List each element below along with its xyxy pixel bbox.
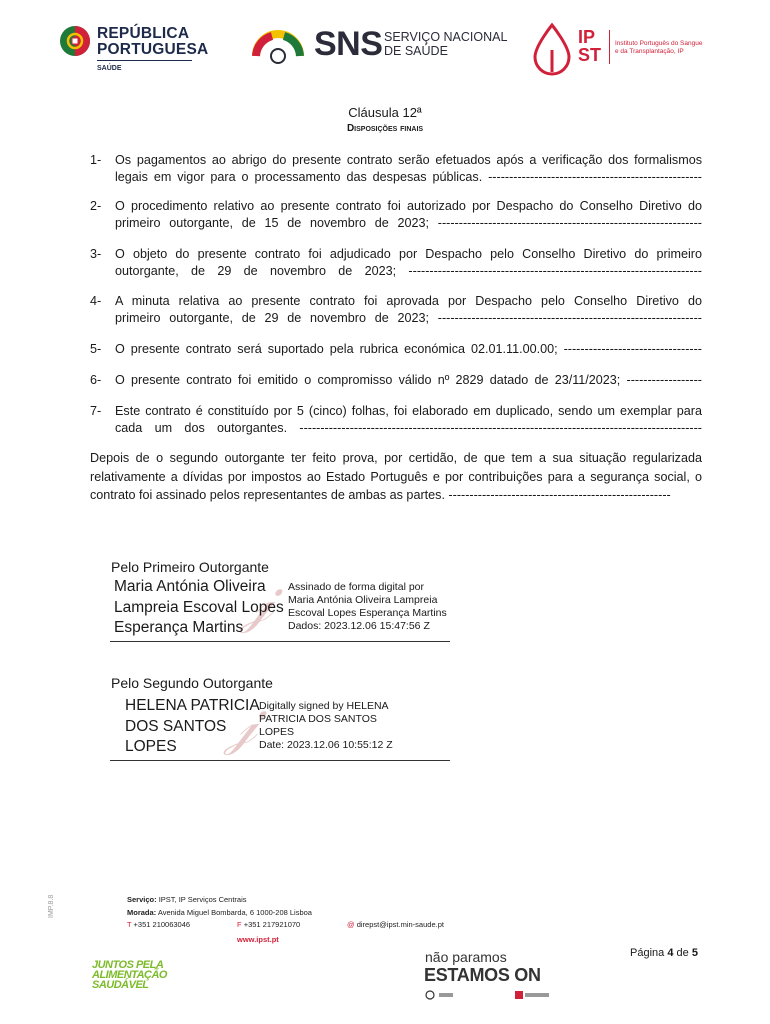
page-number: Página 4 de 5 bbox=[630, 947, 698, 959]
clause-number: 1- bbox=[90, 153, 102, 167]
sns-logo-icon bbox=[252, 26, 304, 70]
first-signature-line bbox=[110, 641, 450, 642]
second-signatory-name: HELENA PATRICIA DOS SANTOS LOPES bbox=[125, 697, 260, 755]
clause-number: 5- bbox=[90, 342, 102, 356]
clause-item-7 bbox=[90, 403, 702, 436]
footer-email[interactable]: @ direpst@ipst.min-saude.pt bbox=[347, 920, 444, 929]
footer-address: Morada: Avenida Miguel Bombarda, 6 1000-208 Lisboa bbox=[127, 908, 312, 917]
republica-portuguesa-emblem-icon bbox=[58, 24, 92, 58]
first-signature-details: Assinado de forma digital por Maria Antónia Oliveira Lampreia Escoval Lopes Esperança Martins Dados: 2023.12.06 15:47:56 Z bbox=[288, 581, 447, 632]
signature-watermark-icon: 𝒿 bbox=[226, 692, 257, 757]
signature-watermark-icon: 𝒿 bbox=[242, 570, 273, 635]
clause-item-1 bbox=[90, 152, 702, 185]
clause-item-5 bbox=[90, 341, 702, 358]
clause-line: A minuta relativa ao presente contrato foi aprovada por Despacho pelo Conselho Diretivo do bbox=[115, 294, 702, 308]
second-signature-line bbox=[110, 760, 450, 761]
footer-service: Serviço: IPST, IP Serviços Centrais bbox=[127, 895, 247, 904]
email-icon: @ bbox=[347, 920, 355, 929]
republica-divider bbox=[97, 60, 192, 61]
clause-number: 6- bbox=[90, 373, 102, 387]
second-signature-details: Digitally signed by HELENA PATRICIA DOS SANTOS LOPES Date: 2023.12.06 10:55:12 Z bbox=[259, 700, 393, 751]
ipst-full-name: Instituto Português do Sangue e da Transplantação, IP bbox=[615, 40, 703, 55]
ipst-divider bbox=[609, 30, 610, 64]
clause-line: O objeto do presente contrato foi adjudicado por Despacho pelo Conselho Diretivo do primeiro bbox=[115, 247, 702, 261]
sns-acronym: SNS bbox=[314, 25, 383, 63]
clause-line: primeiro outorgante, de 15 de novembro de 2023; --------------------------------------------------------------- bbox=[115, 215, 702, 230]
clause-line: primeiro outorgante, de 29 de novembro de 2023; --------------------------------------------------------------- bbox=[115, 310, 702, 325]
clause-number: 7- bbox=[90, 404, 102, 418]
clause-line: O presente contrato foi emitido o compromisso válido nº 2829 datado de 23/11/2023; ------------------ bbox=[115, 373, 702, 387]
clause-item-2 bbox=[90, 198, 702, 231]
first-signatory-name: Maria Antónia Oliveira Lampreia Escoval Lopes Esperança Martins bbox=[114, 578, 284, 636]
clause-line: legais em vigor para o processamento das despesas públicas. --------------------------------------------------- bbox=[115, 169, 702, 184]
clause-item-3 bbox=[90, 246, 702, 279]
saude-label: SAÚDE bbox=[97, 65, 122, 72]
nao-paramos-text: não paramos bbox=[425, 949, 507, 965]
juntos-alimentacao-logo: JUNTOS PELA ALIMENTAÇÃO SAUDÁVEL bbox=[92, 959, 167, 991]
estamos-on-logo: ESTAMOS ON bbox=[424, 965, 541, 985]
clause-line: O presente contrato será suportado pela rubrica económica 02.01.11.00.00; --------------------------------- bbox=[115, 342, 702, 356]
ipst-acronym: IP ST bbox=[578, 27, 602, 65]
footer-phone: T +351 210063046 bbox=[127, 920, 191, 929]
closing-paragraph: Depois de o segundo outorgante ter feito prova, por certidão, de que tem a sua situação regularizada relativamente a dívidas por impostos ao Estado Português e por contribuições para a segurança social, o contrato foi assinado pelos representantes de ambas as partes. ----------------------------------------------------- bbox=[90, 451, 702, 502]
clause-number: 3- bbox=[90, 247, 102, 261]
clause-item-4 bbox=[90, 293, 702, 326]
second-signatory-label: Pelo Segundo Outorgante bbox=[111, 675, 273, 691]
clause-line: Os pagamentos ao abrigo do presente contrato serão efetuados após a verificação dos formalismos bbox=[115, 153, 702, 167]
clause-subtitle: Disposições finais bbox=[346, 123, 424, 134]
clause-line: O procedimento relativo ao presente contrato foi autorizado por Despacho do Conselho Diretivo do bbox=[115, 199, 702, 213]
footer-fax: F +351 217921070 bbox=[237, 920, 301, 929]
clause-line: cada um dos outorgantes. ------------------------------------------------------------------------------------------------ bbox=[115, 420, 702, 435]
first-signatory-label: Pelo Primeiro Outorgante bbox=[111, 559, 269, 575]
clause-line: outorgante, de 29 de novembro de 2023; ---------------------------------------------------------------------- bbox=[115, 263, 702, 278]
document-code: IMP.8.8 bbox=[48, 894, 55, 918]
ipst-blood-drop-icon bbox=[530, 22, 574, 76]
clause-number: 2- bbox=[90, 199, 102, 213]
footer-website-link[interactable]: www.ipst.pt bbox=[237, 935, 279, 944]
clause-number: 4- bbox=[90, 294, 102, 308]
partner-logos-icon bbox=[425, 990, 555, 1000]
sns-full-name: SERVIÇO NACIONAL DE SAÚDE bbox=[384, 30, 508, 58]
republica-portuguesa-text: REPÚBLICA PORTUGUESA bbox=[97, 25, 209, 58]
clause-item-6 bbox=[90, 372, 702, 389]
clause-title: Cláusula 12ª bbox=[348, 105, 422, 120]
clause-line: Este contrato é constituído por 5 (cinco) folhas, foi elaborado em duplicado, sendo um exemplar para bbox=[115, 404, 702, 418]
